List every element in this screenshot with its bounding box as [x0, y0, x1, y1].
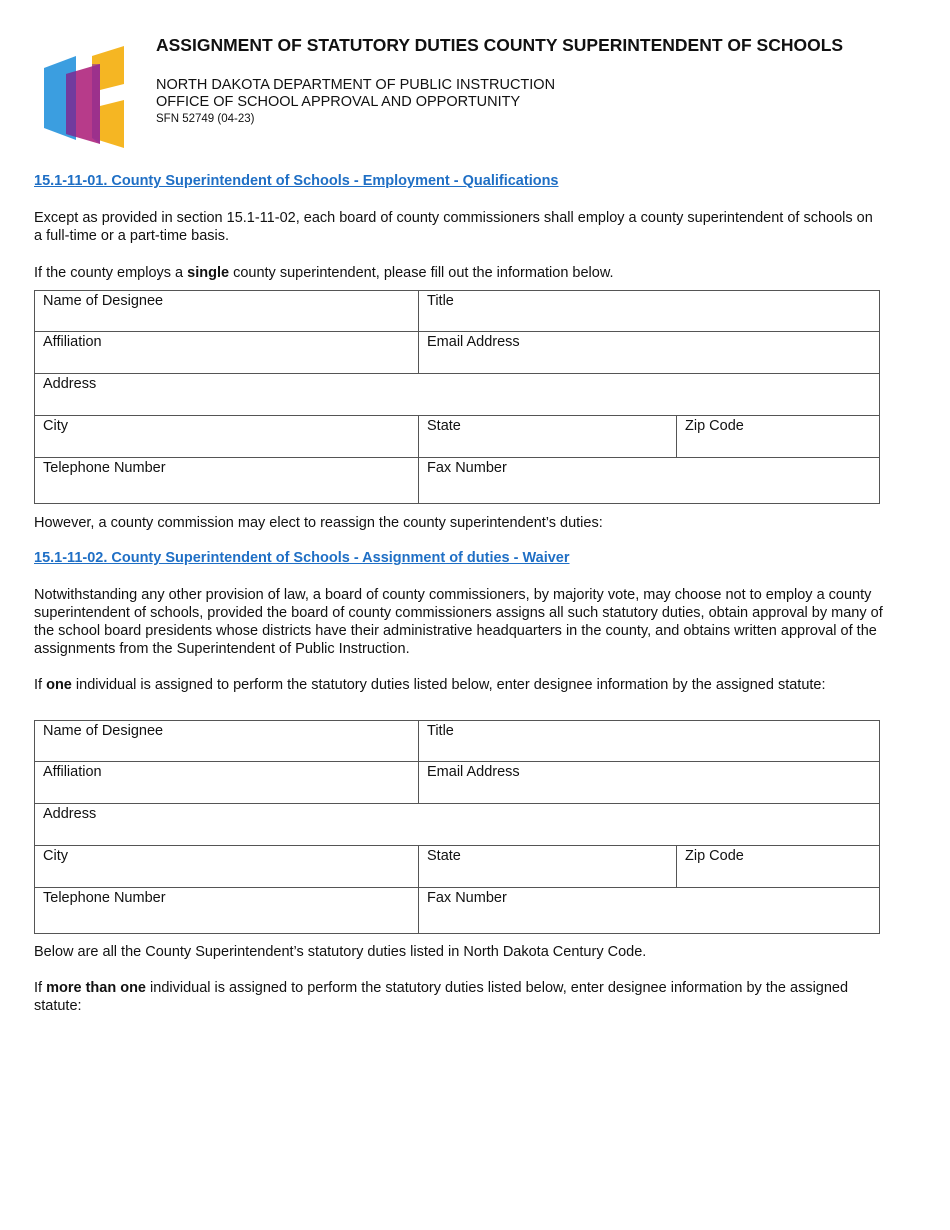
state-label: State: [427, 418, 461, 434]
statute-link-15-1-11-01[interactable]: 15.1-11-01. County Superintendent of Schools - Employment - Qualifications: [34, 173, 559, 189]
title-label: Title: [427, 293, 454, 309]
email-input[interactable]: [427, 353, 871, 369]
state-label: State: [427, 848, 461, 864]
telephone-label: Telephone Number: [43, 890, 166, 906]
email-cell: [419, 332, 880, 374]
zip-input[interactable]: [685, 867, 871, 883]
affiliation-label: Affiliation: [43, 334, 102, 350]
telephone-label: Telephone Number: [43, 460, 166, 476]
name-cell: [35, 291, 419, 332]
fax-label: Fax Number: [427, 890, 507, 906]
zip-label: Zip Code: [685, 418, 744, 434]
name-label: Name of Designee: [43, 293, 164, 309]
affiliation-input[interactable]: [43, 783, 410, 799]
city-cell: [35, 846, 419, 888]
state-input[interactable]: [427, 437, 668, 453]
state-cell: [419, 416, 677, 458]
telephone-input[interactable]: [43, 909, 410, 925]
affiliation-cell: [35, 762, 419, 804]
title-input[interactable]: [427, 312, 871, 328]
address-cell: [35, 374, 880, 416]
city-label: City: [43, 418, 68, 434]
section1-instructions: If the county employs a single county superintendent, please fill out the information below.: [34, 265, 614, 281]
zip-cell: [677, 416, 880, 458]
address-input[interactable]: [43, 395, 871, 411]
city-label: City: [43, 848, 68, 864]
title-label: Title: [427, 723, 454, 739]
telephone-cell: [35, 458, 419, 504]
affiliation-cell: [35, 332, 419, 374]
name-label: Name of Designee: [43, 723, 164, 739]
affiliation-input[interactable]: [43, 353, 410, 369]
city-cell: [35, 416, 419, 458]
fax-input[interactable]: [427, 909, 871, 925]
email-label: Email Address: [427, 334, 520, 350]
single-designee-form: [34, 290, 880, 504]
city-input[interactable]: [43, 437, 410, 453]
fax-label: Fax Number: [427, 460, 507, 476]
email-cell: [419, 762, 880, 804]
zip-label: Zip Code: [685, 848, 744, 864]
title-input[interactable]: [427, 742, 871, 758]
section2-instructions: If one individual is assigned to perform the statutory duties listed below, enter designee information by the assigned statute:: [34, 677, 826, 693]
statutory-duties-note: Below are all the County Superintendent’s statutory duties listed in North Dakota Century Code.: [34, 944, 647, 960]
multiple-individuals-instructions: If more than one individual is assigned to perform the statutory duties listed below, enter designee information by the assigned statute:: [34, 980, 849, 1014]
office-name: OFFICE OF SCHOOL APPROVAL AND OPPORTUNITY: [156, 94, 521, 110]
name-cell: [35, 721, 419, 762]
telephone-cell: [35, 888, 419, 934]
email-input[interactable]: [427, 783, 871, 799]
address-label: Address: [43, 806, 97, 822]
affiliation-label: Affiliation: [43, 764, 102, 780]
name-input[interactable]: [43, 312, 410, 328]
fax-cell: [419, 888, 880, 934]
section2-paragraph: Notwithstanding any other provision of law, a board of county commissioners, by majority vote, may choose not to employ a county superintendent of schools, provided the board of county commissioners assigns all such statutory duties, obtain approval by many of the school board presidents whose districts have their administrative headquarters in the county, and obtains written approval of the assignments from the Superintendent of Public Instruction.: [34, 587, 883, 657]
address-cell: [35, 804, 880, 846]
reassign-note: However, a county commission may elect to reassign the county superintendent’s duties:: [34, 515, 603, 531]
fax-input[interactable]: [427, 479, 871, 495]
form-number: SFN 52749 (04-23): [156, 113, 255, 125]
title-cell: [419, 721, 880, 762]
address-input[interactable]: [43, 825, 871, 841]
telephone-input[interactable]: [43, 479, 410, 495]
state-input[interactable]: [427, 867, 668, 883]
state-cell: [419, 846, 677, 888]
title-cell: [419, 291, 880, 332]
zip-cell: [677, 846, 880, 888]
ndpi-logo-icon: [42, 44, 128, 148]
fax-cell: [419, 458, 880, 504]
zip-input[interactable]: [685, 437, 871, 453]
section1-paragraph: Except as provided in section 15.1-11-02, each board of county commissioners shall employ a county superintendent of schools on a full-time or a part-time basis.: [34, 210, 873, 244]
city-input[interactable]: [43, 867, 410, 883]
address-label: Address: [43, 376, 97, 392]
email-label: Email Address: [427, 764, 520, 780]
form-title: ASSIGNMENT OF STATUTORY DUTIES COUNTY SUPERINTENDENT OF SCHOOLS: [156, 35, 844, 55]
department-name: NORTH DAKOTA DEPARTMENT OF PUBLIC INSTRUCTION: [156, 77, 556, 93]
name-input[interactable]: [43, 742, 410, 758]
statute-link-15-1-11-02[interactable]: 15.1-11-02. County Superintendent of Schools - Assignment of duties - Waiver: [34, 550, 570, 566]
one-individual-designee-form: [34, 720, 880, 934]
